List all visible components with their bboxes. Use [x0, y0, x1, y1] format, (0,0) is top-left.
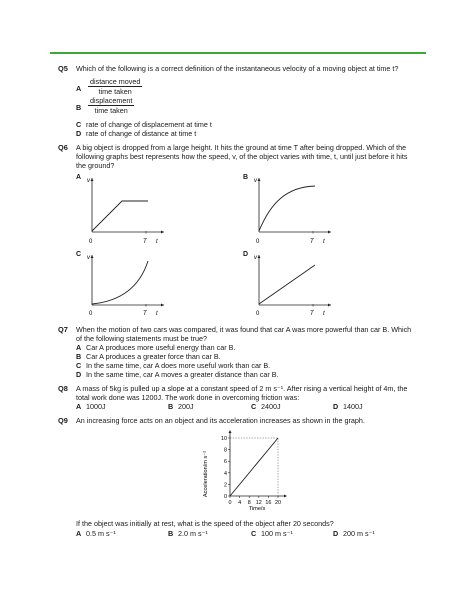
- q9-option-c-label: C: [251, 529, 257, 538]
- q9-y-axis-label: Acceleration/m s⁻²: [203, 450, 209, 498]
- q5-option-b-label: B: [76, 103, 82, 112]
- q9-option-b-text: 2.0 m s⁻¹: [178, 529, 208, 538]
- q9-x-axis-label: Time/s: [248, 506, 266, 512]
- q7-option-b-label: B: [76, 352, 82, 361]
- q5-option-d-text: rate of change of distance at time t: [86, 129, 197, 138]
- q9-y-tick-label: 0: [224, 494, 227, 500]
- graph-d-origin: 0: [256, 311, 260, 317]
- graph-a-origin: 0: [89, 239, 93, 245]
- q9-y-arrow: [229, 430, 232, 433]
- q8-option-a-label: A: [76, 402, 82, 411]
- q5-option-a-denominator: time taken: [98, 87, 132, 96]
- q8-option-d-text: 1400J: [343, 402, 363, 411]
- q9-y-tick-label: 10: [221, 436, 227, 442]
- q6-line-3: the ground?: [76, 161, 115, 170]
- graph-a-curve: [92, 201, 148, 231]
- graph-a: [80, 174, 170, 246]
- q5-option-a-label: A: [76, 84, 82, 93]
- graph-c-y-label: v: [87, 255, 90, 261]
- q7-line-2: of the following statements must be true?: [76, 334, 208, 343]
- q8-option-b-text: 200J: [178, 402, 194, 411]
- q5-text: Which of the following is a correct definition of the instantaneous velocity of a moving object at time t?: [76, 64, 399, 73]
- q9-option-d-text: 200 m s⁻¹: [343, 529, 375, 538]
- q8-option-c-text: 2400J: [261, 402, 281, 411]
- q5-option-c-text: rate of change of displacement at time t: [86, 120, 212, 129]
- q9-x-tick-label: 16: [265, 500, 272, 506]
- graph-b-x-label: t: [323, 239, 325, 245]
- q9-text: An increasing force acts on an object and its acceleration increases as shown in the graph.: [76, 416, 365, 425]
- graph-b-curve: [259, 186, 315, 231]
- q9-option-a-text: 0.5 m s⁻¹: [86, 529, 116, 538]
- q7-option-c-text: In the same time, car A does more useful work than car B.: [86, 361, 271, 370]
- q6-number: Q6: [58, 143, 68, 152]
- q9-option-b-label: B: [168, 529, 174, 538]
- graph-c-x-label: t: [156, 311, 158, 317]
- graph-d-x-label: t: [323, 311, 325, 317]
- graph-a-T-label: T: [143, 239, 147, 245]
- q9-x-tick-label: 4: [238, 500, 242, 506]
- q5-option-c-label: C: [76, 120, 82, 129]
- graph-d: [247, 251, 337, 323]
- graph-b-T-label: T: [310, 239, 314, 245]
- graph-a-y-label: v: [87, 178, 90, 184]
- q8-line-1: A mass of 5kg is pulled up a slope at a constant speed of 2 m s⁻¹. After rising a vertical height of 4m, the: [76, 384, 408, 393]
- q9-x-arrow: [284, 495, 287, 498]
- q7-option-b-text: Car A produces a greater force than car B.: [86, 352, 221, 361]
- q9-x-tick-label: 12: [255, 500, 262, 506]
- q7-option-a-text: Car A produces more useful energy than car B.: [86, 343, 236, 352]
- q9-marks: [230, 438, 278, 496]
- q9-number: Q9: [58, 416, 68, 425]
- q7-number: Q7: [58, 325, 68, 334]
- q6-line-2: following graphs best represents how the speed, v, of the object varies with time, t, until just before it hits: [76, 152, 408, 161]
- q9-graph: [196, 428, 292, 512]
- graph-b: [247, 174, 337, 246]
- q7-option-d-label: D: [76, 370, 82, 379]
- graph-a-x-label: t: [156, 239, 158, 245]
- q8-number: Q8: [58, 384, 68, 393]
- q9-option-a-label: A: [76, 529, 82, 538]
- graph-a-label: A: [76, 174, 82, 181]
- q5-option-a-numerator: distance moved: [90, 77, 141, 86]
- q9-y-tick-label: 6: [224, 459, 227, 466]
- graph-d-T-label: T: [310, 311, 314, 317]
- q8-option-b-label: B: [168, 402, 174, 411]
- graph-d-y-label: v: [254, 255, 257, 261]
- q9-x-tick-label: 0: [228, 500, 232, 506]
- q9-y-tick-label: 8: [224, 447, 227, 454]
- q9-y-tick-label: 4: [224, 470, 227, 477]
- q9-option-d-label: D: [333, 529, 339, 538]
- q9-followup: If the object was initially at rest, what is the speed of the object after 20 seconds?: [76, 519, 334, 528]
- q5-option-d-label: D: [76, 129, 82, 138]
- q8-option-a-text: 1000J: [86, 402, 106, 411]
- graph-b-y-label: v: [254, 178, 257, 184]
- q7-option-d-text: In the same time, car A moves a greater distance than car B.: [86, 370, 279, 379]
- q5-option-a-fraction: [88, 77, 142, 96]
- q6-line-1: A big object is dropped from a large height. It hits the ground at time T after being dropped. Which of the: [76, 143, 407, 152]
- graph-c: [80, 251, 170, 323]
- graph-c-origin: 0: [89, 311, 93, 317]
- q9-option-c-text: 100 m s⁻¹: [261, 529, 293, 538]
- q9-y-tick-label: 2: [224, 482, 227, 489]
- q9-series-line: [230, 438, 278, 496]
- q9-x-tick-label: 8: [247, 500, 251, 506]
- q9-x-tick-label: 20: [275, 500, 281, 506]
- graph-c-T-label: T: [143, 311, 147, 317]
- q8-option-d-label: D: [333, 402, 339, 411]
- q7-option-c-label: C: [76, 361, 82, 370]
- q5-option-b-fraction: [88, 96, 134, 115]
- q5-option-b-numerator: displacement: [90, 96, 133, 105]
- q7-option-a-label: A: [76, 343, 82, 352]
- graph-d-label: D: [243, 251, 249, 258]
- header-rule: [50, 52, 426, 54]
- q8-line-2: total work done was 1200J. The work done in overcoming friction was:: [76, 393, 300, 402]
- graph-b-origin: 0: [256, 239, 260, 245]
- q5-option-b-denominator: time taken: [94, 106, 128, 115]
- graph-c-curve: [92, 261, 148, 304]
- q5-number: Q5: [58, 64, 68, 73]
- graph-b-label: B: [243, 174, 249, 181]
- graph-d-curve: [259, 265, 315, 304]
- q7-line-1: When the motion of two cars was compared, it was found that car A was more powerful than car B. Which: [76, 325, 412, 334]
- graph-c-label: C: [76, 251, 82, 258]
- q8-option-c-label: C: [251, 402, 257, 411]
